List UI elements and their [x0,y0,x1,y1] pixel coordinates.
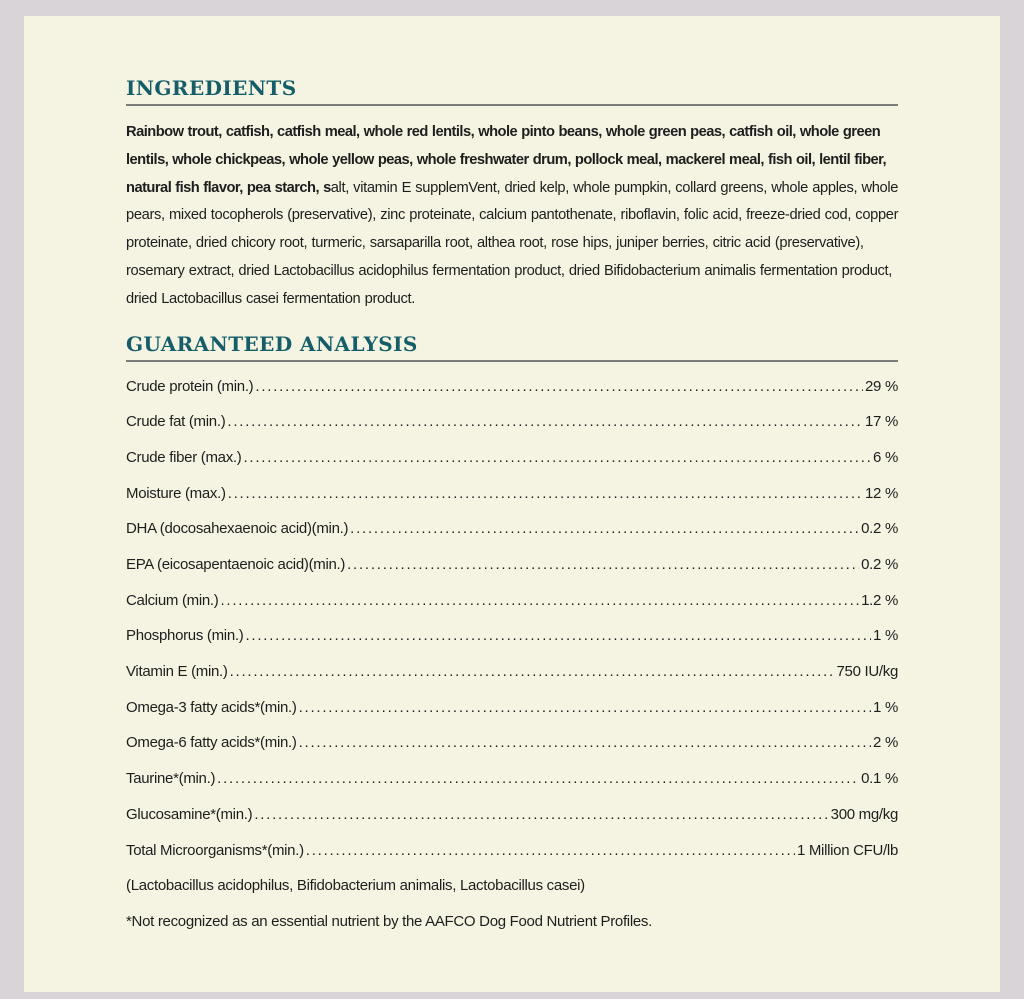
analysis-row-glucosamine [126,806,898,842]
analysis-label: Omega-6 fatty acids*(min.) [126,734,297,752]
microorganisms-note: (Lactobacillus acidophilus, Bifidobacterium animalis, Lactobacillus casei) [126,877,585,895]
analysis-label: Vitamin E (min.) [126,663,228,681]
analysis-value: 300 mg/kg [830,805,898,823]
leader-dots [299,699,871,716]
label-content [126,76,898,949]
aafco-footnote: *Not recognized as an essential nutrient by the AAFCO Dog Food Nutrient Profiles. [126,912,652,930]
analysis-row-phosphorus [126,627,898,663]
analysis-value: 29 % [865,377,898,395]
analysis-row-dha [126,520,898,556]
leader-dots [228,485,863,502]
analysis-value: 6 % [873,448,898,466]
analysis-label: Glucosamine*(min.) [126,805,253,823]
analysis-row-moisture [126,485,898,521]
analysis-row-total-microorganisms [126,842,898,878]
analysis-label: Calcium (min.) [126,591,219,609]
analysis-value: 2 % [873,734,898,752]
leader-dots [220,592,859,609]
analysis-row-taurine [126,770,898,806]
leader-dots [347,556,859,573]
analysis-row-crude-fiber [126,449,898,485]
analysis-value: 17 % [865,413,898,431]
leader-dots [306,842,795,859]
analysis-value: 12 % [865,484,898,502]
leader-dots [243,449,871,466]
analysis-label: Crude fat (min.) [126,413,226,431]
analysis-row-crude-fat [126,413,898,449]
analysis-label: DHA (docosahexaenoic acid)(min.) [126,520,349,538]
ingredients-regular-text: alt, vitamin E supplemVent, dried kelp, whole pumpkin, collard greens, whole apples, whole pears, mixed tocopherols (preservative), zinc proteinate, calcium pantothenate, riboflavin, folic acid, freeze-dried cod, copper proteinate, dried chicory root, turmeric, sarsaparilla root, althea root, rose hips, juniper berries, citric acid (preservative), rosemary extract, dried Lactobacillus acidophilus fermentation product, dried Bifidobacterium animalis fermentation product, dried Lactobacillus casei fermentation product. [126,178,899,307]
analysis-value: 0.2 % [861,556,898,574]
leader-dots [254,806,828,823]
leader-dots [255,378,863,395]
leader-dots [350,520,859,537]
analysis-row-omega-3 [126,699,898,735]
analysis-value: 0.2 % [861,520,898,538]
ingredients-bold-text: Rainbow trout, catfish, catfish meal, whole red lentils, whole pinto beans, whole green peas, catfish oil, whole green lentils, whole chickpeas, whole yellow peas, whole freshwater drum, pollock meal, mackerel meal, fish oil, lentil fiber, natural fish flavor, pea starch, s [126,123,887,196]
analysis-label: Phosphorus (min.) [126,627,244,645]
analysis-label: Total Microorganisms*(min.) [126,841,304,859]
leader-dots [217,770,859,787]
analysis-label: Moisture (max.) [126,484,226,502]
leader-dots [299,734,871,751]
guaranteed-analysis-heading: GUARANTEED ANALYSIS [126,332,898,362]
analysis-row-crude-protein [126,378,898,414]
leader-dots [245,627,871,644]
analysis-value: 1.2 % [861,591,898,609]
ingredients-text [126,118,900,313]
analysis-value: 1 % [873,698,898,716]
leader-dots [227,413,863,430]
analysis-label: Omega-3 fatty acids*(min.) [126,698,297,716]
guaranteed-analysis-list [126,378,898,949]
label-panel [24,16,1000,992]
analysis-label: Taurine*(min.) [126,770,216,788]
analysis-value: 0.1 % [861,770,898,788]
analysis-row-epa [126,556,898,592]
analysis-row-omega-6 [126,734,898,770]
leader-dots [230,663,835,680]
analysis-label: EPA (eicosapentaenoic acid)(min.) [126,556,346,574]
analysis-label: Crude protein (min.) [126,377,254,395]
analysis-value: 750 IU/kg [836,663,898,681]
analysis-row-vitamin-e [126,663,898,699]
analysis-value: 1 % [873,627,898,645]
analysis-label: Crude fiber (max.) [126,448,242,466]
analysis-value: 1 Million CFU/lb [796,841,898,859]
analysis-row-calcium [126,592,898,628]
ingredients-heading: INGREDIENTS [126,76,898,106]
